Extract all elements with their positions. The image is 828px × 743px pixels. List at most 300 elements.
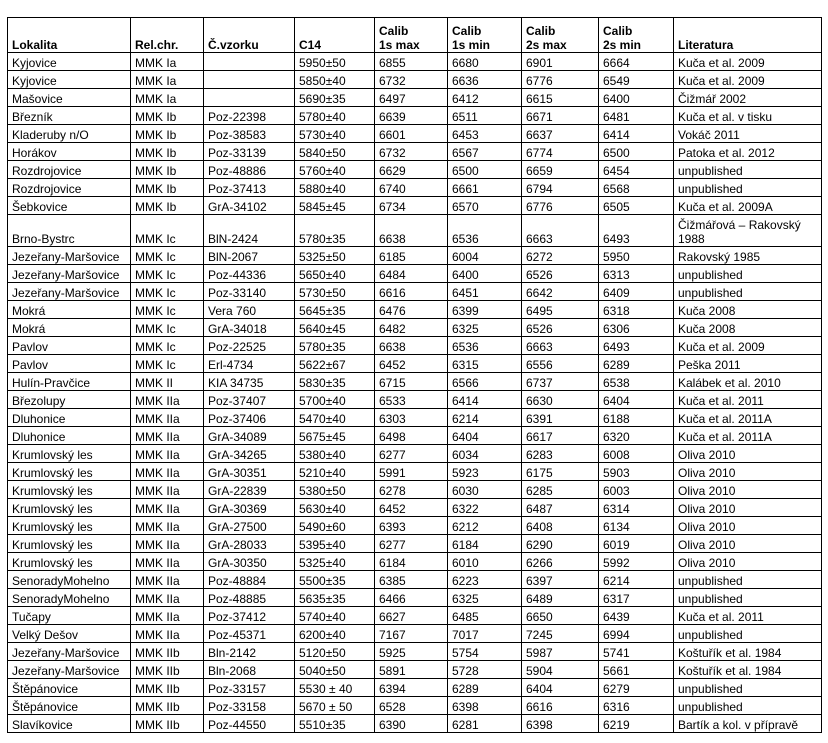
- cell-lokalita: Mašovice: [8, 89, 131, 107]
- cell-lokalita: Pavlov: [8, 355, 131, 373]
- cell-calib-1s-min: 6511: [448, 107, 522, 125]
- cell-lokalita: Rozdrojovice: [8, 179, 131, 197]
- cell-cislo-vzorku: Poz-44550: [204, 715, 295, 733]
- cell-lokalita: Pavlov: [8, 337, 131, 355]
- cell-calib-1s-min: 6315: [448, 355, 522, 373]
- cell-calib-1s-max: 6476: [375, 301, 448, 319]
- cell-rel-chr: MMK IIb: [131, 661, 204, 679]
- cell-calib-2s-min: 6003: [599, 481, 674, 499]
- cell-rel-chr: MMK Ic: [131, 283, 204, 301]
- cell-lokalita: Krumlovský les: [8, 499, 131, 517]
- cell-calib-2s-min: 6994: [599, 625, 674, 643]
- cell-calib-1s-min: 6400: [448, 265, 522, 283]
- cell-rel-chr: MMK Ic: [131, 319, 204, 337]
- cell-cislo-vzorku: KIA 34735: [204, 373, 295, 391]
- cell-calib-1s-max: 6601: [375, 125, 448, 143]
- cell-rel-chr: MMK Ib: [131, 107, 204, 125]
- table-row: [8, 643, 822, 661]
- cell-calib-2s-min: 6500: [599, 143, 674, 161]
- cell-rel-chr: MMK Ib: [131, 197, 204, 215]
- cell-cislo-vzorku: Poz-37406: [204, 409, 295, 427]
- cell-calib-2s-min: 6400: [599, 89, 674, 107]
- table-row: [8, 283, 822, 301]
- cell-calib-1s-max: 6393: [375, 517, 448, 535]
- cell-lokalita: Kyjovice: [8, 71, 131, 89]
- cell-calib-1s-max: 6394: [375, 679, 448, 697]
- cell-literatura: Koštuřík et al. 1984: [674, 643, 822, 661]
- cell-calib-1s-max: 6452: [375, 499, 448, 517]
- cell-calib-2s-max: 6285: [522, 481, 599, 499]
- cell-literatura: Kuča et al. 2009: [674, 71, 822, 89]
- cell-calib-2s-min: 6493: [599, 337, 674, 355]
- cell-lokalita: Brno-Bystrc: [8, 215, 131, 247]
- cell-calib-2s-min: 6320: [599, 427, 674, 445]
- table-row: [8, 391, 822, 409]
- cell-rel-chr: MMK Ic: [131, 355, 204, 373]
- cell-lokalita: Březník: [8, 107, 131, 125]
- cell-c14: 5325±40: [295, 553, 375, 571]
- cell-rel-chr: MMK II: [131, 373, 204, 391]
- cell-calib-1s-min: 6399: [448, 301, 522, 319]
- cell-calib-1s-min: 6567: [448, 143, 522, 161]
- cell-calib-2s-max: 6650: [522, 607, 599, 625]
- cell-calib-2s-min: 6316: [599, 697, 674, 715]
- cell-calib-2s-min: 6493: [599, 215, 674, 247]
- cell-c14: 5730±50: [295, 283, 375, 301]
- cell-literatura: unpublished: [674, 625, 822, 643]
- cell-cislo-vzorku: [204, 89, 295, 107]
- cell-calib-2s-max: 6774: [522, 143, 599, 161]
- cell-literatura: Čižmář 2002: [674, 89, 822, 107]
- cell-cislo-vzorku: [204, 71, 295, 89]
- cell-calib-1s-max: 6533: [375, 391, 448, 409]
- cell-literatura: Koštuřík et al. 1984: [674, 661, 822, 679]
- cell-lokalita: Mokrá: [8, 301, 131, 319]
- cell-rel-chr: MMK IIa: [131, 571, 204, 589]
- cell-cislo-vzorku: Bln-2142: [204, 643, 295, 661]
- cell-literatura: Bartík a kol. v přípravě: [674, 715, 822, 733]
- cell-calib-1s-max: 6528: [375, 697, 448, 715]
- cell-calib-1s-min: 6453: [448, 125, 522, 143]
- cell-lokalita: Jezeřany-Maršovice: [8, 283, 131, 301]
- cell-rel-chr: MMK IIa: [131, 589, 204, 607]
- cell-c14: 5830±35: [295, 373, 375, 391]
- cell-rel-chr: MMK Ia: [131, 89, 204, 107]
- table-row: [8, 53, 822, 71]
- cell-calib-1s-min: 6485: [448, 607, 522, 625]
- cell-calib-2s-max: 6901: [522, 53, 599, 71]
- cell-rel-chr: MMK IIa: [131, 625, 204, 643]
- cell-rel-chr: MMK Ib: [131, 161, 204, 179]
- table-row: [8, 337, 822, 355]
- radiocarbon-dates-table-container: [7, 17, 822, 733]
- table-row: [8, 143, 822, 161]
- cell-rel-chr: MMK IIb: [131, 715, 204, 733]
- cell-calib-2s-max: 6776: [522, 71, 599, 89]
- cell-rel-chr: MMK IIa: [131, 463, 204, 481]
- cell-calib-1s-max: 6390: [375, 715, 448, 733]
- table-row: [8, 179, 822, 197]
- cell-rel-chr: MMK IIa: [131, 391, 204, 409]
- cell-c14: 5630±40: [295, 499, 375, 517]
- table-body: [8, 53, 822, 733]
- cell-c14: 5700±40: [295, 391, 375, 409]
- cell-lokalita: Krumlovský les: [8, 553, 131, 571]
- cell-cislo-vzorku: GrA-34018: [204, 319, 295, 337]
- cell-c14: 5380±40: [295, 445, 375, 463]
- cell-calib-2s-min: 6481: [599, 107, 674, 125]
- cell-c14: 5740±40: [295, 607, 375, 625]
- cell-calib-2s-min: 6538: [599, 373, 674, 391]
- cell-rel-chr: MMK IIa: [131, 427, 204, 445]
- cell-cislo-vzorku: Poz-37413: [204, 179, 295, 197]
- cell-calib-1s-min: 6398: [448, 697, 522, 715]
- cell-calib-1s-min: 6325: [448, 589, 522, 607]
- cell-lokalita: Březolupy: [8, 391, 131, 409]
- cell-calib-2s-min: 5950: [599, 247, 674, 265]
- cell-lokalita: Štěpánovice: [8, 697, 131, 715]
- cell-calib-1s-max: 6639: [375, 107, 448, 125]
- cell-calib-1s-min: 6030: [448, 481, 522, 499]
- cell-c14: 5950±50: [295, 53, 375, 71]
- cell-calib-2s-min: 6414: [599, 125, 674, 143]
- cell-cislo-vzorku: Poz-48886: [204, 161, 295, 179]
- table-row: [8, 607, 822, 625]
- table-row: [8, 215, 822, 247]
- cell-cislo-vzorku: Poz-48884: [204, 571, 295, 589]
- table-row: [8, 589, 822, 607]
- cell-literatura: Oliva 2010: [674, 463, 822, 481]
- cell-calib-2s-min: 6008: [599, 445, 674, 463]
- cell-calib-2s-max: 6637: [522, 125, 599, 143]
- cell-literatura: Oliva 2010: [674, 499, 822, 517]
- cell-calib-2s-max: 6272: [522, 247, 599, 265]
- cell-calib-1s-min: 5923: [448, 463, 522, 481]
- cell-lokalita: Krumlovský les: [8, 535, 131, 553]
- cell-calib-1s-min: 6680: [448, 53, 522, 71]
- cell-calib-2s-max: 6404: [522, 679, 599, 697]
- table-row: [8, 445, 822, 463]
- cell-lokalita: SenoradyMohelno: [8, 571, 131, 589]
- table-row: [8, 409, 822, 427]
- table-row: [8, 89, 822, 107]
- cell-calib-1s-min: 5728: [448, 661, 522, 679]
- cell-calib-1s-min: 6414: [448, 391, 522, 409]
- cell-calib-1s-max: 6452: [375, 355, 448, 373]
- cell-lokalita: Horákov: [8, 143, 131, 161]
- cell-calib-2s-max: 6495: [522, 301, 599, 319]
- cell-cislo-vzorku: GrA-30369: [204, 499, 295, 517]
- cell-calib-2s-min: 6454: [599, 161, 674, 179]
- cell-rel-chr: MMK Ic: [131, 337, 204, 355]
- cell-rel-chr: MMK Ic: [131, 247, 204, 265]
- cell-rel-chr: MMK IIa: [131, 535, 204, 553]
- cell-calib-2s-min: 6214: [599, 571, 674, 589]
- cell-calib-1s-min: 6404: [448, 427, 522, 445]
- cell-literatura: Kuča et al. v tisku: [674, 107, 822, 125]
- table-row: [8, 571, 822, 589]
- cell-cislo-vzorku: GrA-34265: [204, 445, 295, 463]
- cell-calib-2s-min: 6664: [599, 53, 674, 71]
- cell-calib-1s-min: 6010: [448, 553, 522, 571]
- cell-lokalita: Štěpánovice: [8, 679, 131, 697]
- table-row: [8, 625, 822, 643]
- cell-calib-2s-min: 5741: [599, 643, 674, 661]
- cell-lokalita: Krumlovský les: [8, 517, 131, 535]
- cell-c14: 5490±60: [295, 517, 375, 535]
- table-row: [8, 265, 822, 283]
- cell-calib-1s-max: 6277: [375, 445, 448, 463]
- table-row: [8, 427, 822, 445]
- cell-literatura: unpublished: [674, 679, 822, 697]
- cell-literatura: Rakovský 1985: [674, 247, 822, 265]
- cell-calib-2s-min: 6317: [599, 589, 674, 607]
- cell-calib-1s-max: 6638: [375, 337, 448, 355]
- cell-calib-1s-max: 6185: [375, 247, 448, 265]
- table-row: [8, 553, 822, 571]
- cell-calib-1s-max: 6497: [375, 89, 448, 107]
- cell-cislo-vzorku: Bln-2068: [204, 661, 295, 679]
- cell-calib-2s-max: 6398: [522, 715, 599, 733]
- cell-c14: 5470±40: [295, 409, 375, 427]
- cell-rel-chr: MMK Ib: [131, 179, 204, 197]
- cell-lokalita: Jezeřany-Maršovice: [8, 265, 131, 283]
- cell-calib-2s-min: 6313: [599, 265, 674, 283]
- cell-lokalita: SenoradyMohelno: [8, 589, 131, 607]
- cell-calib-2s-min: 6188: [599, 409, 674, 427]
- cell-literatura: Vokáč 2011: [674, 125, 822, 143]
- cell-calib-2s-min: 6439: [599, 607, 674, 625]
- cell-calib-1s-min: 6566: [448, 373, 522, 391]
- cell-literatura: Oliva 2010: [674, 445, 822, 463]
- cell-c14: 5325±50: [295, 247, 375, 265]
- cell-lokalita: Rozdrojovice: [8, 161, 131, 179]
- cell-calib-2s-max: 6776: [522, 197, 599, 215]
- cell-calib-2s-max: 6487: [522, 499, 599, 517]
- cell-c14: 5622±67: [295, 355, 375, 373]
- radiocarbon-dates-table: [7, 17, 822, 733]
- header-calib-2s-min: Calib 2s min: [599, 18, 674, 53]
- cell-lokalita: Jezeřany-Maršovice: [8, 661, 131, 679]
- cell-c14: 5510±35: [295, 715, 375, 733]
- cell-literatura: Oliva 2010: [674, 481, 822, 499]
- cell-lokalita: Velký Dešov: [8, 625, 131, 643]
- header-cislo-vzorku: Č.vzorku: [204, 18, 295, 53]
- cell-literatura: Kuča et al. 2011A: [674, 427, 822, 445]
- header-literatura: Literatura: [674, 18, 822, 53]
- header-c14: C14: [295, 18, 375, 53]
- table-row: [8, 247, 822, 265]
- cell-cislo-vzorku: Poz-45371: [204, 625, 295, 643]
- cell-calib-2s-max: 6397: [522, 571, 599, 589]
- cell-c14: 5880±40: [295, 179, 375, 197]
- cell-cislo-vzorku: GrA-27500: [204, 517, 295, 535]
- cell-calib-1s-max: 6734: [375, 197, 448, 215]
- cell-rel-chr: MMK Ib: [131, 125, 204, 143]
- cell-calib-2s-min: 6306: [599, 319, 674, 337]
- cell-cislo-vzorku: Poz-33157: [204, 679, 295, 697]
- cell-c14: 5850±40: [295, 71, 375, 89]
- cell-cislo-vzorku: GrA-34102: [204, 197, 295, 215]
- header-row: [8, 18, 822, 53]
- table-row: [8, 355, 822, 373]
- cell-literatura: Oliva 2010: [674, 553, 822, 571]
- cell-calib-1s-max: 6616: [375, 283, 448, 301]
- cell-rel-chr: MMK IIa: [131, 499, 204, 517]
- cell-calib-2s-min: 6289: [599, 355, 674, 373]
- cell-calib-1s-min: 6636: [448, 71, 522, 89]
- cell-calib-2s-min: 6409: [599, 283, 674, 301]
- cell-c14: 5780±35: [295, 337, 375, 355]
- cell-calib-2s-min: 6279: [599, 679, 674, 697]
- cell-calib-2s-max: 6642: [522, 283, 599, 301]
- cell-literatura: Kuča et al. 2009: [674, 53, 822, 71]
- cell-calib-1s-max: 6303: [375, 409, 448, 427]
- cell-calib-2s-max: 5987: [522, 643, 599, 661]
- cell-literatura: Kuča et al. 2011A: [674, 409, 822, 427]
- cell-calib-1s-min: 6223: [448, 571, 522, 589]
- cell-literatura: Kuča et al. 2011: [674, 607, 822, 625]
- cell-calib-1s-min: 6212: [448, 517, 522, 535]
- cell-literatura: unpublished: [674, 265, 822, 283]
- cell-calib-2s-min: 6505: [599, 197, 674, 215]
- table-row: [8, 481, 822, 499]
- cell-c14: 5760±40: [295, 161, 375, 179]
- cell-c14: 5670 ± 50: [295, 697, 375, 715]
- cell-calib-2s-min: 6314: [599, 499, 674, 517]
- cell-calib-2s-min: 6549: [599, 71, 674, 89]
- cell-lokalita: Jezeřany-Maršovice: [8, 247, 131, 265]
- cell-calib-1s-min: 6322: [448, 499, 522, 517]
- cell-c14: 5120±50: [295, 643, 375, 661]
- cell-calib-2s-max: 6617: [522, 427, 599, 445]
- cell-calib-2s-max: 7245: [522, 625, 599, 643]
- cell-lokalita: Kyjovice: [8, 53, 131, 71]
- table-row: [8, 697, 822, 715]
- cell-literatura: Kuča et al. 2009: [674, 337, 822, 355]
- table-row: [8, 463, 822, 481]
- cell-literatura: Oliva 2010: [674, 535, 822, 553]
- cell-c14: 5780±35: [295, 215, 375, 247]
- cell-rel-chr: MMK IIa: [131, 517, 204, 535]
- cell-calib-1s-max: 6627: [375, 607, 448, 625]
- cell-literatura: unpublished: [674, 697, 822, 715]
- cell-calib-1s-max: 6277: [375, 535, 448, 553]
- cell-literatura: unpublished: [674, 179, 822, 197]
- cell-literatura: unpublished: [674, 589, 822, 607]
- cell-calib-1s-max: 6732: [375, 143, 448, 161]
- cell-cislo-vzorku: Erl-4734: [204, 355, 295, 373]
- cell-calib-2s-max: 6408: [522, 517, 599, 535]
- cell-cislo-vzorku: GrA-30350: [204, 553, 295, 571]
- cell-calib-2s-max: 6616: [522, 697, 599, 715]
- table-row: [8, 679, 822, 697]
- cell-literatura: unpublished: [674, 283, 822, 301]
- cell-literatura: unpublished: [674, 161, 822, 179]
- cell-rel-chr: MMK Ic: [131, 215, 204, 247]
- cell-cislo-vzorku: Poz-33139: [204, 143, 295, 161]
- cell-cislo-vzorku: BlN-2424: [204, 215, 295, 247]
- cell-c14: 5690±35: [295, 89, 375, 107]
- cell-calib-2s-max: 6266: [522, 553, 599, 571]
- cell-calib-2s-max: 6556: [522, 355, 599, 373]
- cell-rel-chr: MMK Ia: [131, 53, 204, 71]
- cell-cislo-vzorku: GrA-34089: [204, 427, 295, 445]
- cell-c14: 5645±35: [295, 301, 375, 319]
- cell-calib-2s-min: 6318: [599, 301, 674, 319]
- cell-lokalita: Šebkovice: [8, 197, 131, 215]
- cell-calib-1s-min: 6536: [448, 337, 522, 355]
- cell-calib-2s-max: 6663: [522, 337, 599, 355]
- cell-cislo-vzorku: Poz-48885: [204, 589, 295, 607]
- cell-calib-1s-max: 5991: [375, 463, 448, 481]
- header-calib-1s-min: Calib 1s min: [448, 18, 522, 53]
- cell-literatura: Kalábek et al. 2010: [674, 373, 822, 391]
- cell-lokalita: Mokrá: [8, 319, 131, 337]
- cell-calib-2s-max: 6489: [522, 589, 599, 607]
- table-row: [8, 661, 822, 679]
- cell-rel-chr: MMK IIa: [131, 553, 204, 571]
- cell-calib-1s-min: 6325: [448, 319, 522, 337]
- cell-cislo-vzorku: Vera 760: [204, 301, 295, 319]
- cell-calib-1s-max: 6466: [375, 589, 448, 607]
- cell-c14: 5040±50: [295, 661, 375, 679]
- cell-literatura: Kuča 2008: [674, 301, 822, 319]
- cell-rel-chr: MMK IIa: [131, 607, 204, 625]
- header-rel-chr: Rel.chr.: [131, 18, 204, 53]
- cell-cislo-vzorku: BlN-2067: [204, 247, 295, 265]
- cell-calib-2s-min: 6219: [599, 715, 674, 733]
- cell-calib-2s-max: 6615: [522, 89, 599, 107]
- cell-literatura: Kuča et al. 2011: [674, 391, 822, 409]
- cell-calib-2s-max: 6671: [522, 107, 599, 125]
- cell-cislo-vzorku: Poz-44336: [204, 265, 295, 283]
- cell-calib-1s-max: 6498: [375, 427, 448, 445]
- cell-literatura: Kuča et al. 2009A: [674, 197, 822, 215]
- cell-literatura: unpublished: [674, 571, 822, 589]
- cell-cislo-vzorku: Poz-22398: [204, 107, 295, 125]
- cell-c14: 5780±40: [295, 107, 375, 125]
- cell-calib-2s-min: 6404: [599, 391, 674, 409]
- cell-c14: 5635±35: [295, 589, 375, 607]
- cell-calib-1s-max: 6732: [375, 71, 448, 89]
- cell-calib-1s-max: 7167: [375, 625, 448, 643]
- table-row: [8, 319, 822, 337]
- table-row: [8, 301, 822, 319]
- cell-c14: 5730±40: [295, 125, 375, 143]
- table-row: [8, 373, 822, 391]
- cell-cislo-vzorku: Poz-33140: [204, 283, 295, 301]
- cell-calib-1s-min: 6004: [448, 247, 522, 265]
- cell-lokalita: Kladeruby n/O: [8, 125, 131, 143]
- cell-calib-2s-max: 6526: [522, 319, 599, 337]
- cell-calib-1s-max: 6484: [375, 265, 448, 283]
- cell-cislo-vzorku: GrA-28033: [204, 535, 295, 553]
- cell-rel-chr: MMK Ic: [131, 265, 204, 283]
- cell-calib-2s-max: 6526: [522, 265, 599, 283]
- cell-calib-2s-max: 6794: [522, 179, 599, 197]
- cell-calib-2s-max: 6737: [522, 373, 599, 391]
- cell-c14: 5840±50: [295, 143, 375, 161]
- header-lokalita: Lokalita: [8, 18, 131, 53]
- cell-rel-chr: MMK IIb: [131, 697, 204, 715]
- cell-c14: 5380±50: [295, 481, 375, 499]
- cell-cislo-vzorku: GrA-30351: [204, 463, 295, 481]
- cell-calib-1s-min: 6289: [448, 679, 522, 697]
- cell-calib-1s-min: 6570: [448, 197, 522, 215]
- table-row: [8, 517, 822, 535]
- cell-c14: 5210±40: [295, 463, 375, 481]
